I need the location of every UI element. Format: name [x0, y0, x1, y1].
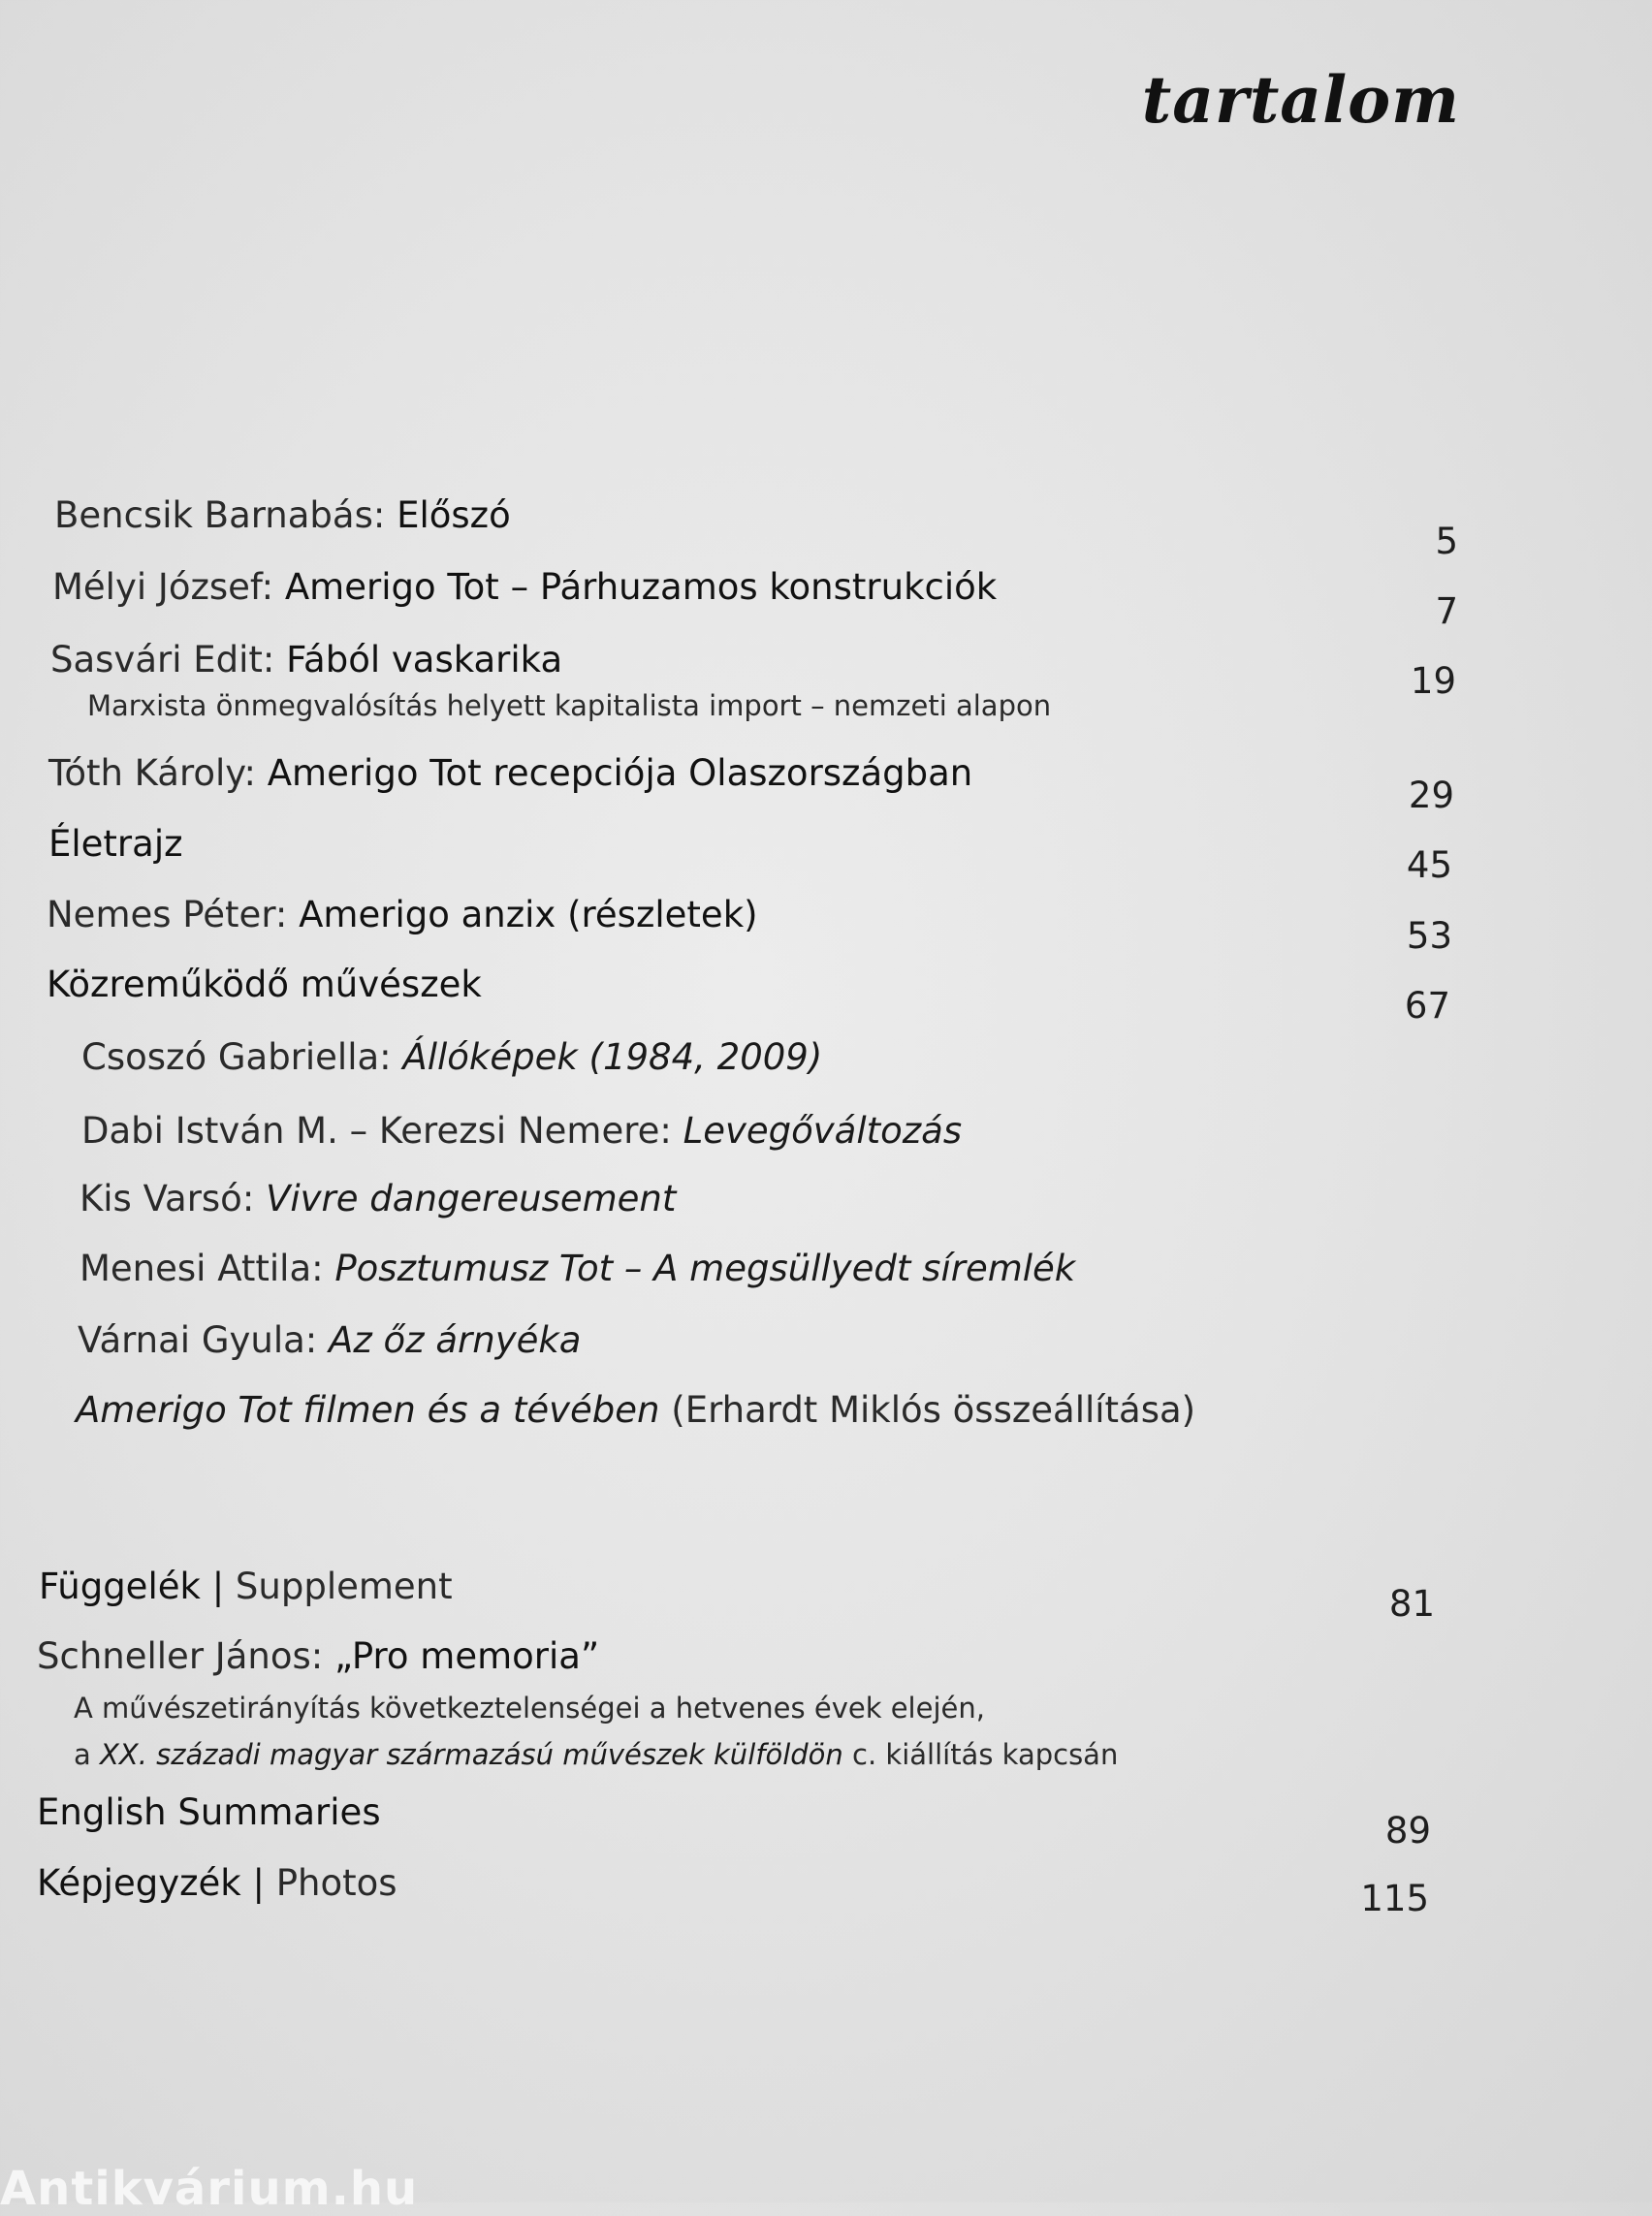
toc-title: English Summaries: [37, 1791, 381, 1833]
toc-author: Nemes Péter:: [47, 894, 288, 935]
artist-name: Csoszó Gabriella:: [81, 1036, 392, 1078]
artist-name: Dabi István M. – Kerezsi Nemere:: [81, 1110, 672, 1152]
toc-title: Életrajz: [48, 823, 183, 865]
toc-title: Fából vaskarika: [286, 639, 563, 681]
toc-author: Mélyi József:: [52, 566, 274, 608]
toc-entry: [47, 894, 758, 935]
subtitle-text: c. kiállítás kapcsán: [852, 1738, 1119, 1771]
toc-entry: [47, 964, 482, 1005]
toc-entry: [37, 1635, 600, 1677]
toc-subtitle: A művészetirányítás következtelenségei a hetvenes évek elején,: [74, 1692, 985, 1725]
toc-page-number: 81: [1388, 1583, 1435, 1625]
toc-title: Függelék: [39, 1566, 201, 1607]
toc-subtitle: [74, 1738, 1119, 1771]
toc-title: Amerigo Tot recepciója Olaszországban: [267, 752, 973, 794]
toc-subtitle: Marxista önmegvalósítás helyett kapitalista import – nemzeti alapon: [87, 689, 1052, 722]
toc-separator: |: [211, 1566, 225, 1607]
artist-work: Amerigo Tot filmen és a tévében: [76, 1389, 660, 1431]
toc-title: Képjegyzék: [37, 1862, 241, 1904]
toc-page-number: 5: [1435, 521, 1458, 562]
artist-work: Az őz árnyéka: [329, 1319, 582, 1361]
artist-entry: [78, 1319, 582, 1361]
watermark: Antikvárium.hu: [0, 2162, 419, 2216]
artist-work: Vivre dangereusement: [266, 1178, 677, 1219]
toc-entry: [48, 752, 973, 794]
subtitle-text: a: [74, 1738, 91, 1771]
toc-entry: [37, 1862, 397, 1904]
toc-title: „Pro memoria”: [334, 1635, 600, 1677]
artist-work: Állóképek (1984, 2009): [402, 1036, 823, 1078]
toc-entry: [48, 823, 183, 865]
toc-secondary-title: Photos: [275, 1862, 397, 1904]
toc-page-number: 29: [1408, 775, 1454, 816]
toc-page-number: 19: [1410, 660, 1456, 702]
artist-entry: [79, 1248, 1076, 1289]
toc-page-number: 115: [1360, 1878, 1429, 1919]
toc-page-number: 89: [1384, 1810, 1431, 1852]
toc-entry: [54, 494, 511, 536]
artist-name: Kis Varsó:: [79, 1178, 255, 1219]
artist-name: Menesi Attila:: [79, 1248, 324, 1289]
artist-entry: [81, 1110, 963, 1152]
artist-entry: [79, 1178, 677, 1219]
toc-author: Tóth Károly:: [48, 752, 256, 794]
toc-author: Schneller János:: [37, 1635, 324, 1677]
toc-entry: [39, 1566, 453, 1607]
toc-author: Bencsik Barnabás:: [54, 494, 386, 536]
toc-entry: [37, 1791, 381, 1833]
toc-page-number: 45: [1406, 844, 1452, 886]
artist-work: Levegőváltozás: [683, 1110, 963, 1152]
toc-title: Közreműködő művészek: [47, 964, 482, 1005]
toc-separator: |: [252, 1862, 265, 1904]
artist-work: Posztumusz Tot – A megsüllyedt síremlék: [334, 1248, 1076, 1289]
toc-entry: [52, 566, 998, 608]
toc-title: Előszó: [397, 494, 511, 536]
toc-title: Amerigo Tot – Párhuzamos konstrukciók: [284, 566, 998, 608]
toc-page-number: 53: [1406, 915, 1452, 957]
artist-note: (Erhardt Miklós összeállítása): [671, 1389, 1196, 1431]
artist-entry: [76, 1389, 1196, 1431]
toc-entry: [50, 639, 563, 681]
toc-title: Amerigo anzix (részletek): [299, 894, 758, 935]
artist-entry: [81, 1036, 823, 1078]
toc-page-number: 67: [1404, 985, 1450, 1027]
subtitle-italic-text: XX. századi magyar származású művészek külföldön: [100, 1738, 843, 1771]
page-title: tartalom: [1141, 62, 1460, 138]
toc-author: Sasvári Edit:: [50, 639, 275, 681]
artist-name: Várnai Gyula:: [78, 1319, 318, 1361]
toc-page-number: 7: [1435, 590, 1458, 632]
toc-secondary-title: Supplement: [235, 1566, 453, 1607]
